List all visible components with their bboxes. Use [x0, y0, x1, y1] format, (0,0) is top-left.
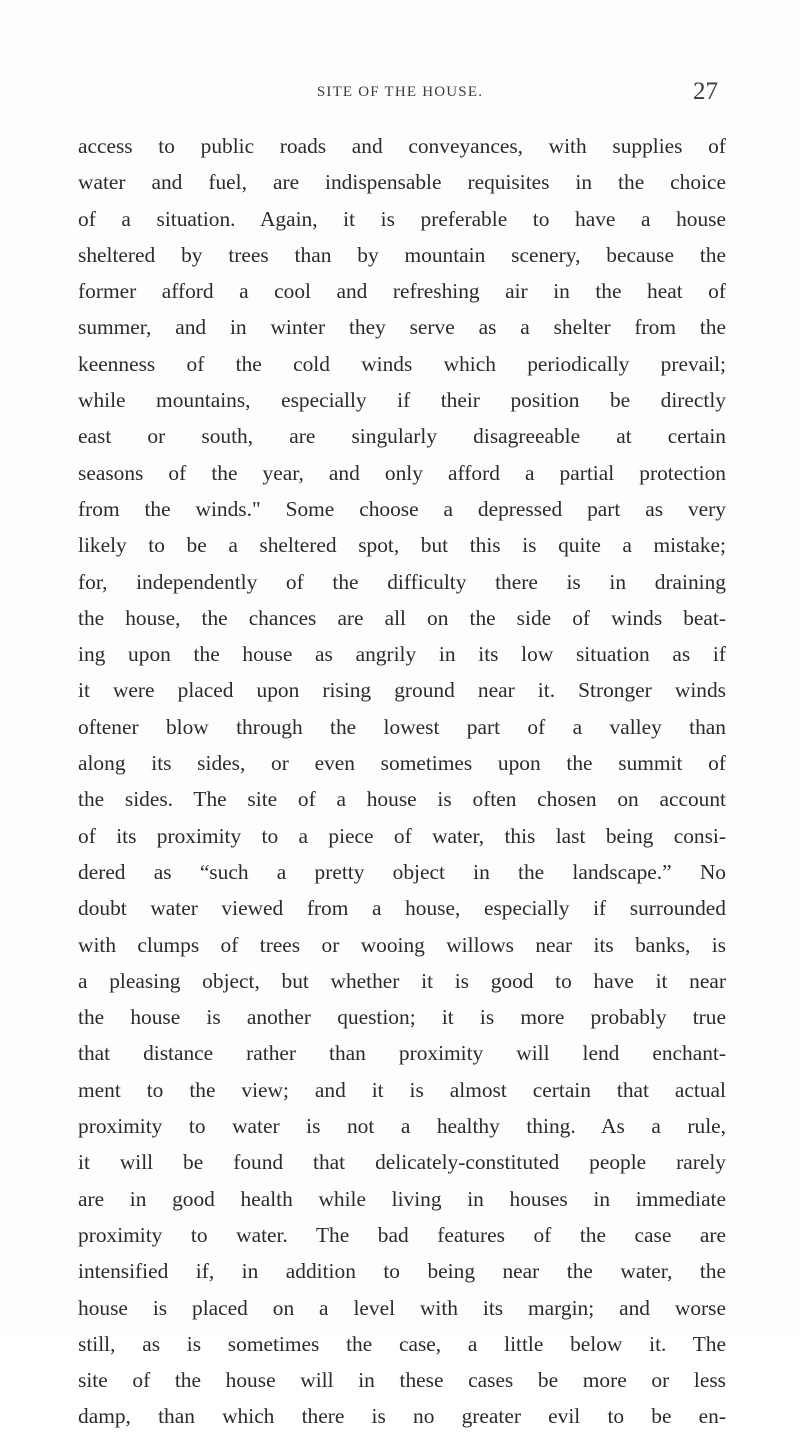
- page-number: 27: [693, 78, 718, 105]
- text-line: access to public roads and conveyances, with supplies of: [78, 134, 726, 158]
- running-header: [0, 78, 800, 114]
- text-line: sheltered by trees than by mountain scenery, because the: [78, 242, 726, 267]
- text-line: summer, and in winter they serve as a shelter from the: [78, 315, 726, 340]
- running-title: SITE OF THE HOUSE.: [316, 84, 484, 100]
- text-line: keenness of the cold winds which periodically prevail;: [78, 351, 726, 376]
- text-line: it will be found that delicately-constituted people rarely: [78, 1150, 726, 1175]
- text-line: are in good health while living in houses in immediate: [78, 1186, 726, 1211]
- text-line: the sides. The site of a house is often chosen on account: [78, 787, 726, 812]
- text-line: east or south, are singularly disagreeable at certain: [78, 424, 726, 449]
- text-line: from the winds." Some choose a depressed part as very: [78, 496, 726, 521]
- text-line: for, independently of the difficulty there is in draining: [78, 569, 726, 594]
- text-line: ment to the view; and it is almost certain that actual: [78, 1077, 726, 1102]
- text-line: along its sides, or even sometimes upon the summit of: [78, 751, 726, 776]
- text-line: dered as “such a pretty object in the landscape.” No: [78, 859, 726, 884]
- text-line: site of the house will in these cases be more or less: [78, 1368, 726, 1393]
- text-line: ing upon the house as angrily in its low situation as if: [78, 642, 726, 667]
- text-line: proximity to water is not a healthy thing. As a rule,: [78, 1114, 726, 1139]
- text-line: likely to be a sheltered spot, but this is quite a mistake;: [78, 533, 726, 558]
- text-line: the house is another question; it is more probably true: [78, 1005, 726, 1030]
- text-line: oftener blow through the lowest part of a valley than: [78, 714, 726, 739]
- text-line: water and fuel, are indispensable requisites in the choice: [78, 170, 726, 195]
- text-line: still, as is sometimes the case, a little below it. The: [78, 1331, 726, 1356]
- text-line: that distance rather than proximity will lend enchant-: [78, 1041, 726, 1066]
- text-line: of a situation. Again, it is preferable to have a house: [78, 206, 726, 231]
- text-line: intensified if, in addition to being near the water, the: [78, 1259, 726, 1284]
- body-text: [78, 128, 726, 1435]
- text-line: of its proximity to a piece of water, this last being consi-: [78, 823, 726, 848]
- text-line: while mountains, especially if their position be directly: [78, 388, 726, 413]
- text-line: it were placed upon rising ground near it. Stronger winds: [78, 678, 726, 703]
- text-line: damp, than which there is no greater evil to be en-: [78, 1404, 726, 1429]
- text-line: proximity to water. The bad features of the case are: [78, 1222, 726, 1247]
- text-line: a pleasing object, but whether it is good to have it near: [78, 968, 726, 993]
- text-line: house is placed on a level with its margin; and worse: [78, 1295, 726, 1320]
- text-line: with clumps of trees or wooing willows near its banks, is: [78, 932, 726, 957]
- text-line: seasons of the year, and only afford a partial protection: [78, 460, 726, 485]
- text-line: former afford a cool and refreshing air in the heat of: [78, 279, 726, 304]
- text-line: doubt water viewed from a house, especially if surrounded: [78, 896, 726, 921]
- text-line: the house, the chances are all on the side of winds beat-: [78, 605, 726, 630]
